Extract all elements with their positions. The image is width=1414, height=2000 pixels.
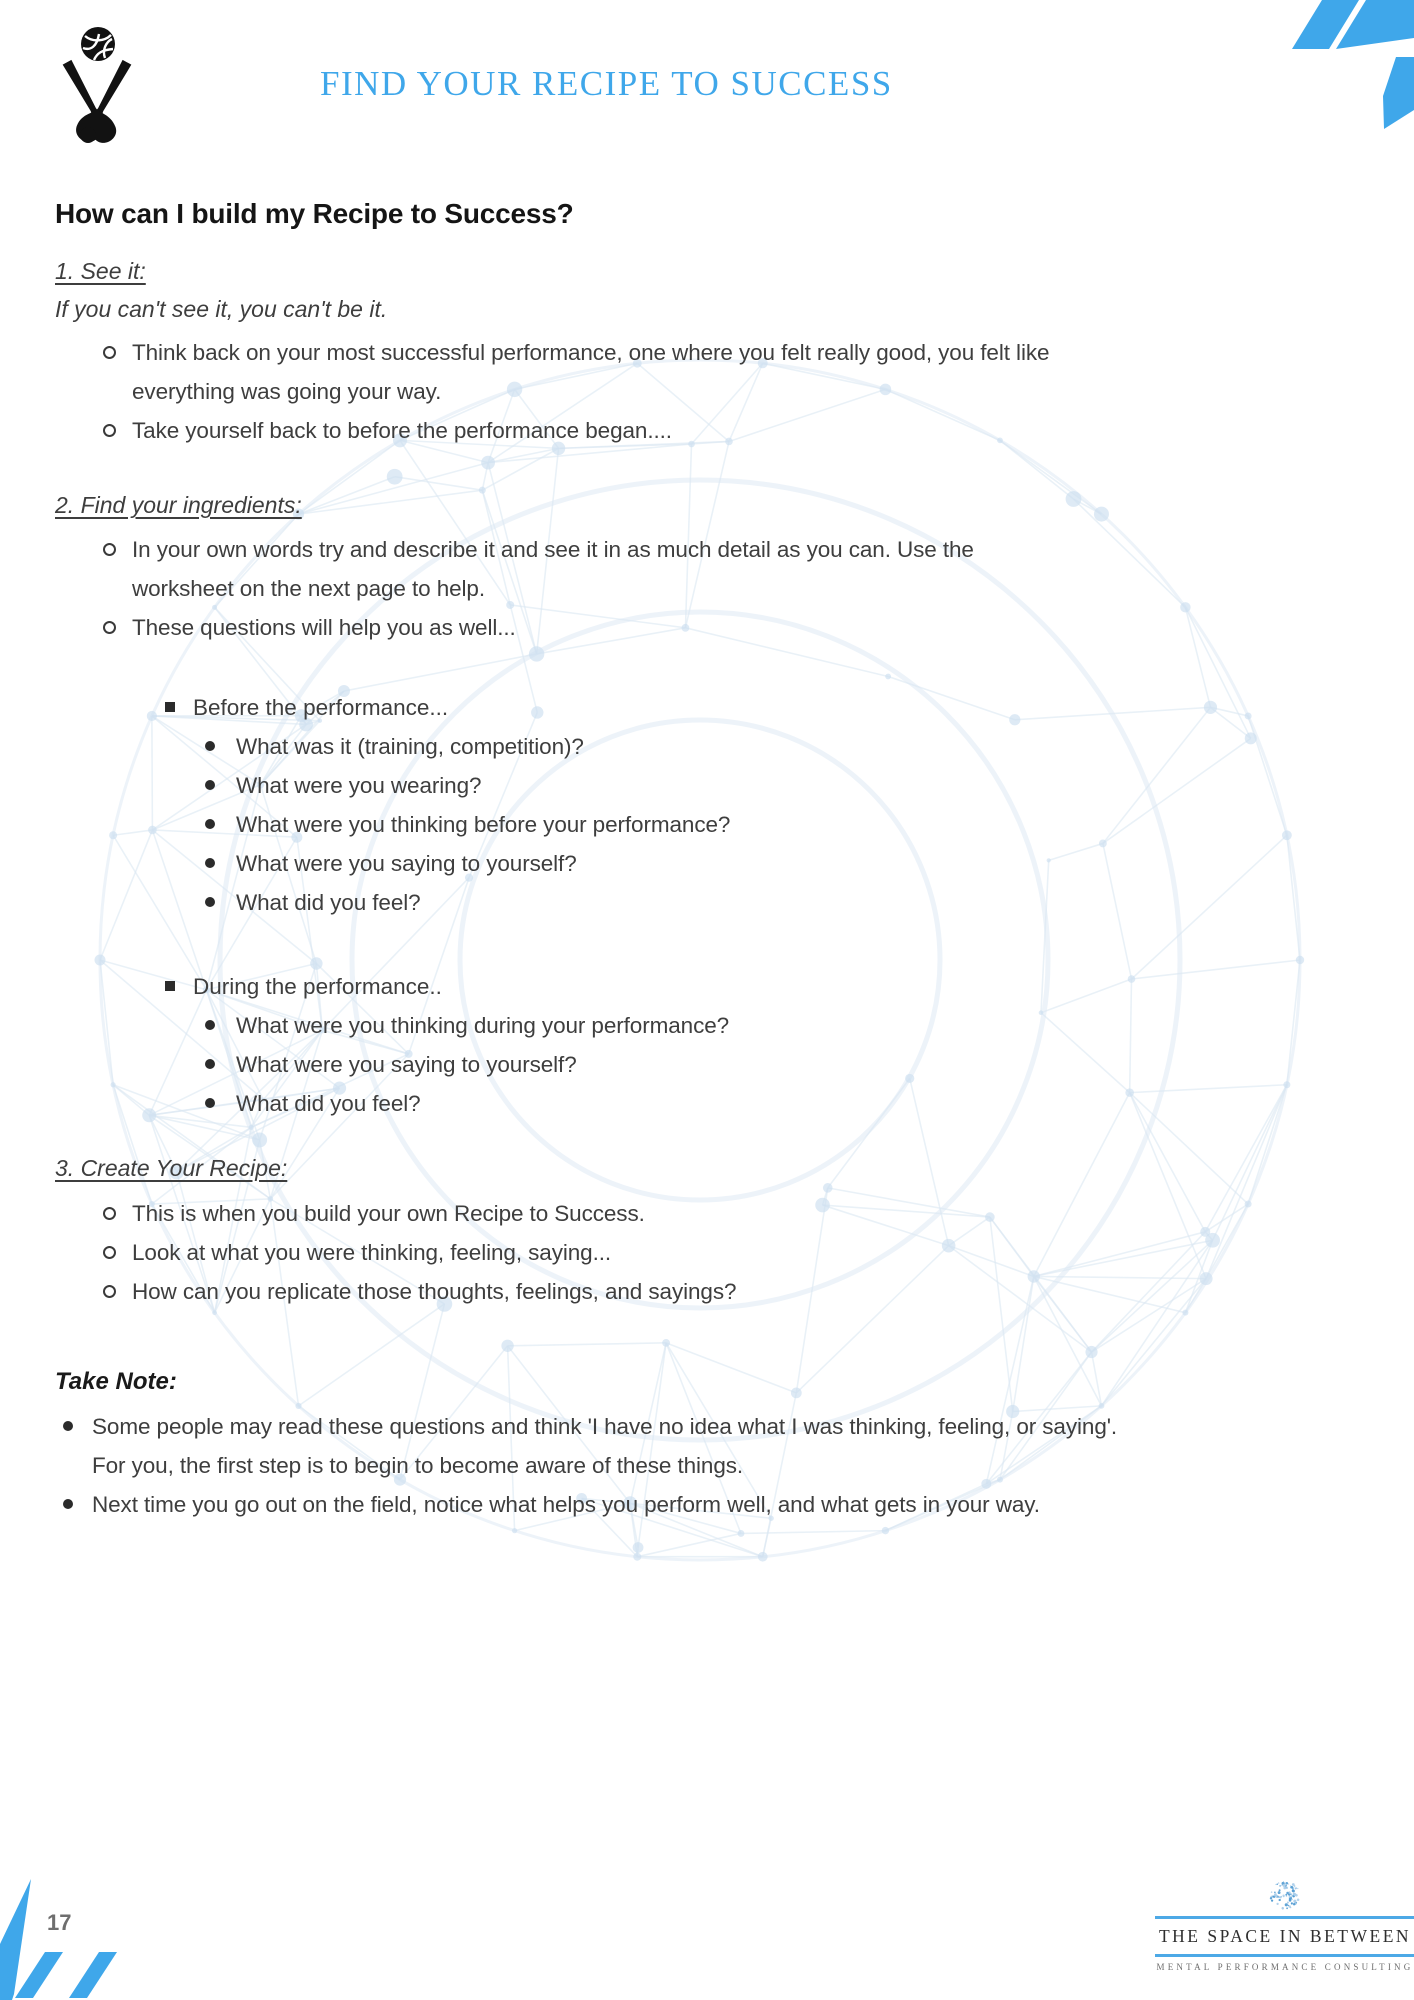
footer-brand-lockup bbox=[1155, 1880, 1414, 1972]
page-title: FIND YOUR RECIPE TO SUCCESS bbox=[320, 64, 893, 103]
list-item: What were you thinking before your performance? bbox=[205, 805, 730, 844]
during-questions-list bbox=[205, 1006, 729, 1123]
section-title-create-recipe: 3. Create Your Recipe: bbox=[55, 1155, 288, 1181]
brand-rule-top bbox=[1155, 1916, 1414, 1919]
list-item: Next time you go out on the field, notice what helps you perform well, and what gets in your way. bbox=[63, 1485, 1137, 1524]
list-item: What did you feel? bbox=[205, 883, 730, 922]
subgroup-title-during: During the performance.. bbox=[165, 967, 442, 1006]
list-item: What were you saying to yourself? bbox=[205, 1045, 729, 1084]
bottom-left-stripes-decoration bbox=[0, 1870, 130, 2000]
top-right-stripes-decoration bbox=[1230, 0, 1414, 140]
list-item: What were you thinking during your performance? bbox=[205, 1006, 729, 1045]
page-number: 17 bbox=[47, 1910, 72, 1935]
brain-dots-icon bbox=[1269, 1880, 1301, 1912]
list-item: Take yourself back to before the performance began.... bbox=[103, 411, 1062, 450]
ingredients-bullet-list bbox=[55, 530, 1052, 647]
take-note-heading: Take Note: bbox=[55, 1368, 177, 1395]
list-item: This is when you build your own Recipe to Success. bbox=[103, 1194, 736, 1233]
before-questions-list bbox=[205, 727, 730, 922]
main-heading: How can I build my Recipe to Success? bbox=[55, 198, 574, 229]
see-it-bullet-list bbox=[55, 333, 1062, 450]
list-item: Some people may read these questions and think 'I have no idea what I was thinking, feeling, or saying'. For you, the first step is to begin to become aware of these things. bbox=[63, 1407, 1137, 1485]
brand-tagline: MENTAL PERFORMANCE CONSULTING bbox=[1156, 1962, 1414, 1972]
create-recipe-bullet-list bbox=[55, 1194, 736, 1311]
section-subtitle: If you can't see it, you can't be it. bbox=[55, 296, 388, 322]
list-item: What did you feel? bbox=[205, 1084, 729, 1123]
list-item: What were you wearing? bbox=[205, 766, 730, 805]
list-item: Look at what you were thinking, feeling, saying... bbox=[103, 1233, 736, 1272]
brand-name: THE SPACE IN BETWEEN bbox=[1158, 1926, 1412, 1946]
list-item: How can you replicate those thoughts, feelings, and sayings? bbox=[103, 1272, 736, 1311]
brand-rule-bottom bbox=[1155, 1954, 1414, 1957]
list-item: What was it (training, competition)? bbox=[205, 727, 730, 766]
list-item: What were you saying to yourself? bbox=[205, 844, 730, 883]
crossed-hurleys-sliotar-icon bbox=[50, 22, 142, 150]
list-item: Think back on your most successful performance, one where you felt really good, you felt like everything was going your way. bbox=[103, 333, 1062, 411]
take-note-list bbox=[55, 1407, 1137, 1524]
subgroup-title-before: Before the performance... bbox=[165, 688, 448, 727]
section-title-see-it: 1. See it: bbox=[55, 258, 146, 284]
section-title-find-ingredients: 2. Find your ingredients: bbox=[55, 492, 302, 518]
list-item: In your own words try and describe it and see it in as much detail as you can. Use the worksheet on the next page to help. bbox=[103, 530, 1052, 608]
list-item: These questions will help you as well... bbox=[103, 608, 1052, 647]
